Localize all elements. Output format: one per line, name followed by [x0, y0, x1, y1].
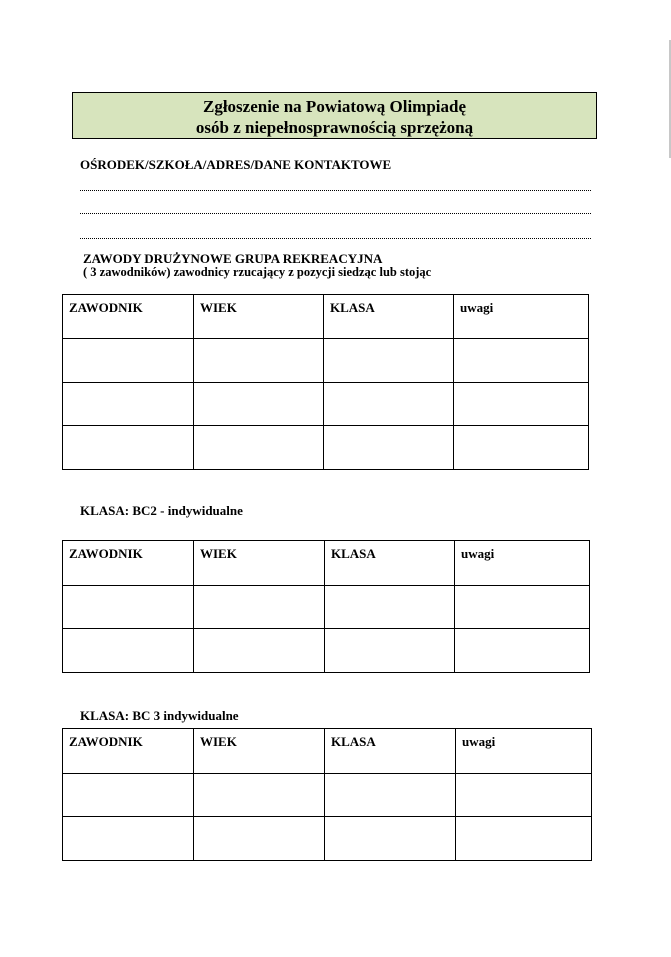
cell-uwagi[interactable] [454, 383, 589, 426]
bc3-section-heading: KLASA: BC 3 indywidualne [80, 708, 239, 723]
cell-uwagi[interactable] [455, 629, 590, 673]
table-row [63, 586, 590, 629]
cell-zawodnik[interactable] [63, 817, 194, 861]
cell-wiek[interactable] [194, 817, 325, 861]
table-row [63, 774, 592, 817]
cell-uwagi[interactable] [454, 339, 589, 383]
contact-fill-line-3[interactable] [80, 238, 591, 239]
cell-zawodnik[interactable] [63, 586, 194, 629]
cell-wiek[interactable] [194, 586, 325, 629]
header-zawodnik: ZAWODNIK [63, 541, 194, 586]
cell-uwagi[interactable] [456, 774, 592, 817]
cell-wiek[interactable] [194, 339, 324, 383]
cell-wiek[interactable] [194, 426, 324, 470]
cell-klasa[interactable] [324, 426, 454, 470]
table-header-row [63, 729, 592, 774]
cell-zawodnik[interactable] [63, 629, 194, 673]
header-wiek: WIEK [194, 295, 324, 339]
table-header-row [63, 541, 590, 586]
cell-klasa[interactable] [325, 774, 456, 817]
cell-klasa[interactable] [325, 629, 455, 673]
header-klasa: KLASA [324, 295, 454, 339]
table-row [63, 817, 592, 861]
cell-wiek[interactable] [194, 629, 325, 673]
cell-wiek[interactable] [194, 774, 325, 817]
team-section-heading: ZAWODY DRUŻYNOWE GRUPA REKREACYJNA [83, 251, 383, 266]
cell-zawodnik[interactable] [63, 339, 194, 383]
cell-uwagi[interactable] [454, 426, 589, 470]
cell-klasa[interactable] [325, 817, 456, 861]
header-uwagi: uwagi [456, 729, 592, 774]
table-row [63, 426, 589, 470]
table-header-row [63, 295, 589, 339]
form-title-line-1: Zgłoszenie na Powiatową Olimpiadę [202, 97, 467, 116]
header-wiek: WIEK [194, 541, 325, 586]
header-zawodnik: ZAWODNIK [63, 295, 194, 339]
header-wiek: WIEK [194, 729, 325, 774]
cell-uwagi[interactable] [456, 817, 592, 861]
cell-uwagi[interactable] [455, 586, 590, 629]
header-klasa: KLASA [325, 541, 455, 586]
cell-zawodnik[interactable] [63, 383, 194, 426]
cell-klasa[interactable] [324, 383, 454, 426]
table-row [63, 339, 589, 383]
bc3-table [62, 728, 592, 861]
contact-fill-line-1[interactable] [80, 190, 591, 191]
cell-zawodnik[interactable] [63, 426, 194, 470]
table-row [63, 629, 590, 673]
header-uwagi: uwagi [455, 541, 590, 586]
form-title-line-2: osób z niepełnosprawnością sprzężoną [195, 118, 474, 137]
cell-klasa[interactable] [324, 339, 454, 383]
form-title-box [72, 92, 597, 139]
team-table [62, 294, 589, 470]
contact-fill-line-2[interactable] [80, 213, 591, 214]
contact-label: OŚRODEK/SZKOŁA/ADRES/DANE KONTAKTOWE [80, 157, 392, 172]
header-zawodnik: ZAWODNIK [63, 729, 194, 774]
cell-klasa[interactable] [325, 586, 455, 629]
cell-zawodnik[interactable] [63, 774, 194, 817]
cell-wiek[interactable] [194, 383, 324, 426]
table-row [63, 383, 589, 426]
bc2-table [62, 540, 590, 673]
header-klasa: KLASA [325, 729, 456, 774]
bc2-section-heading: KLASA: BC2 - indywidualne [80, 503, 243, 518]
header-uwagi: uwagi [454, 295, 589, 339]
team-section-subheading: ( 3 zawodników) zawodnicy rzucający z pozycji siedząc lub stojąc [83, 265, 432, 279]
